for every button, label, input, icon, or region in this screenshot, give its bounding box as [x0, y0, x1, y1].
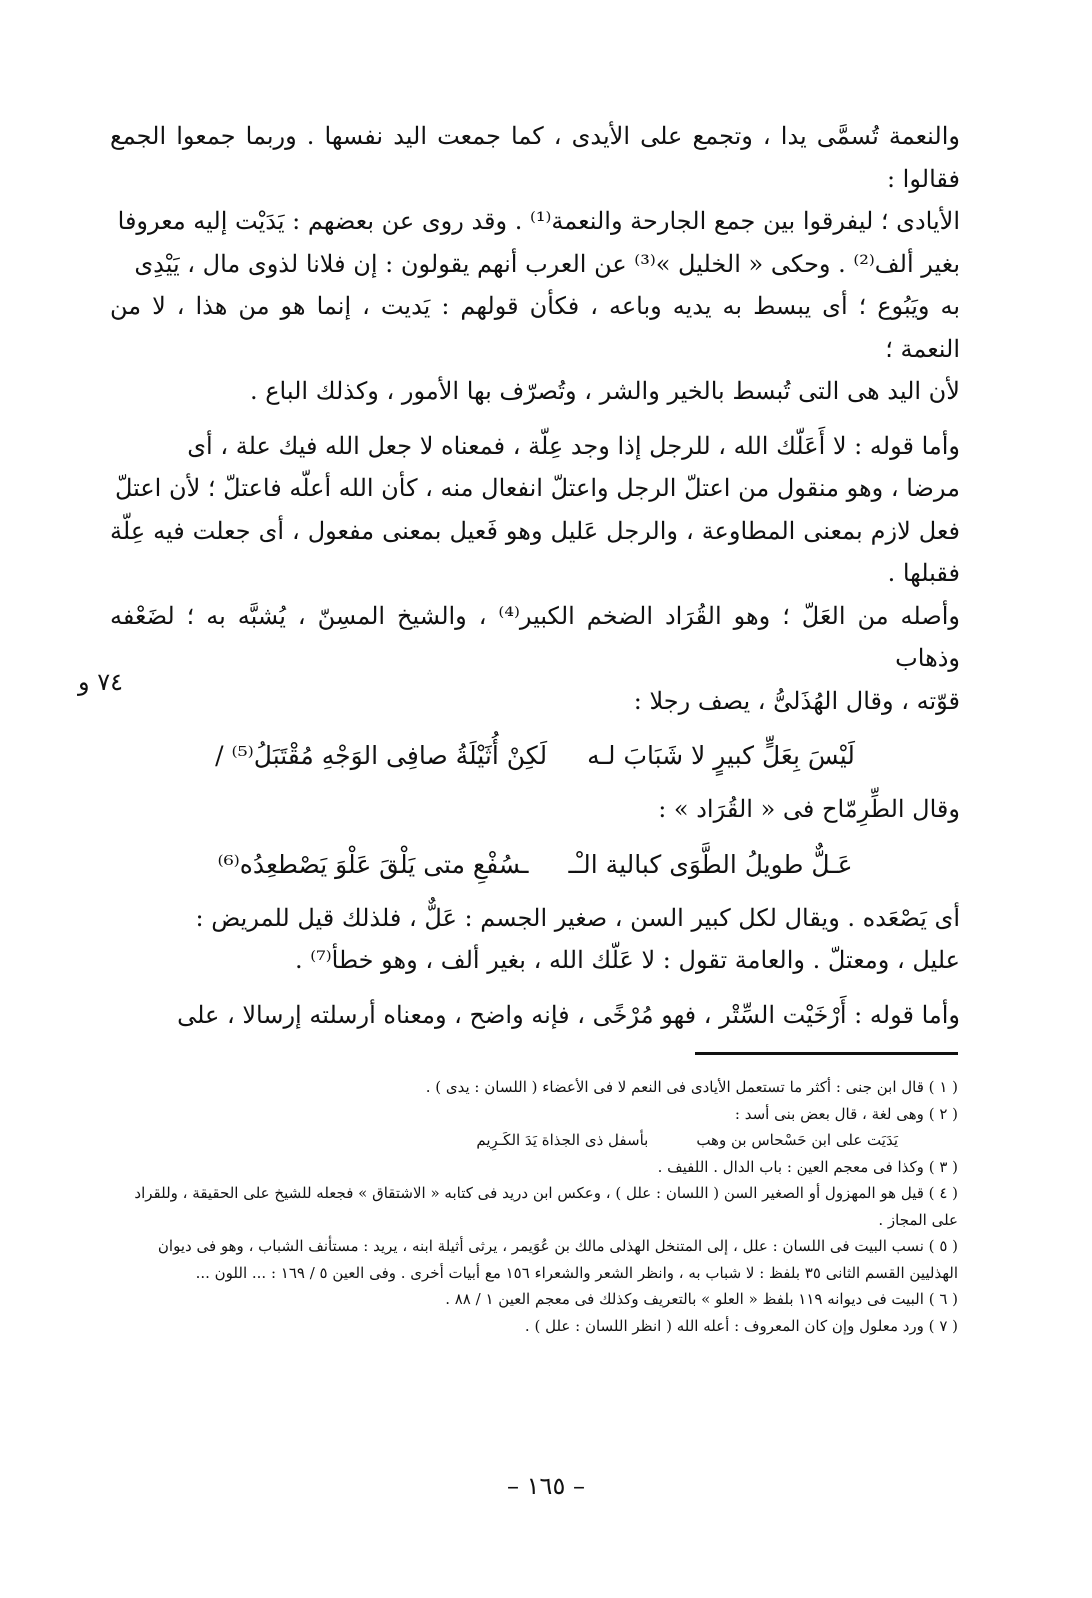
text-line: وأصله من العَلّ ؛ وهو القُرَاد الضخم الكبير⁽⁴⁾ ، والشيخ المسِنّ ، يُشبَّه به ؛ لضَعْفه وذهاب — [110, 601, 960, 672]
footnote-1: ( ١ ) قال ابن جنى : أكثر ما تستعمل الأيادى فى النعم لا فى الأعضاء ( اللسان : يدى ) . — [425, 1078, 958, 1096]
text-line: به ويَبُوع ؛ أى يبسط به يديه وباعه ، فكأن قولهم : يَديت ، إنما هو من هذا ، لا من النعمة ؛ — [110, 292, 960, 363]
manuscript-folio-note: ٧٤ و — [78, 668, 123, 696]
text-line: الأيادى ؛ ليفرقوا بين جمع الجارحة والنعمة⁽¹⁾ . وقد روى عن بعضهم : يَدَيْت إليه معروفا — [117, 207, 960, 235]
text-line: وقال الطِّرِمّاح فى « القُرَاد » : — [658, 795, 960, 823]
footnote-6: ( ٦ ) البيت فى ديوانه ١١٩ بلفظ « العلو » بالتعريف وكذلك فى معجم العين ١ / ٨٨ . — [445, 1290, 958, 1308]
page-number: – ١٦٥ – — [507, 1472, 585, 1500]
verse-2 — [110, 843, 960, 887]
footnote-2: ( ٢ ) وهى لغة ، قال بعض بنى أسد : — [734, 1104, 958, 1123]
footnote-divider — [695, 1052, 958, 1055]
paragraph-3 — [110, 897, 960, 982]
text-line: عليل ، ومعتلّ . والعامة تقول : لا عَلّك الله ، بغير ألف ، وهو خطأ⁽⁷⁾ . — [294, 946, 960, 974]
paragraph-1 — [110, 115, 960, 413]
main-text — [110, 115, 960, 1048]
verse-2-intro — [110, 788, 960, 831]
footnote-3: ( ٣ ) وكذا فى معجم العين : باب الدال . اللفيف . — [657, 1157, 958, 1176]
footnote-2-verse-second: بأسفل ذى الجذاة يَدَ الكَـرِيم — [476, 1131, 649, 1149]
footnote-2-verse-first: يَدَيَت على ابن حَسْحاس بن وهب — [696, 1131, 898, 1149]
text-line: وأما قوله : لا أَعَلّك الله ، للرجل إذا وجد عِلّة ، فمعناه لا جعل الله فيك علة ، أى — [187, 431, 960, 460]
verse-1 — [110, 734, 960, 778]
text-line: قوّته ، وقال الهُذَلىُّ ، يصف رجلا : — [633, 686, 960, 715]
text-line: أى يَصْعَده . ويقال لكل كبير السن ، صغير الجسم : عَلٌّ ، فلذلك قيل للمريض : — [195, 903, 960, 932]
footnote-7: ( ٧ ) ورد معلول وإن كان المعروف : أعله الله ( انظر اللسان : علل ) . — [524, 1316, 958, 1335]
verse-1-second-hemistich: لَكِنْ أُثَيْلَةُ صافِى الوَجْهِ مُقْتَبَلُ⁽⁵⁾ / — [215, 741, 548, 770]
verse-1-first-hemistich: لَيْسَ بِعَلٍّ كبيرٍ لا شَبَابَ لـه — [587, 741, 855, 770]
text-line: بغير ألف⁽²⁾ . وحكى « الخليل »⁽³⁾ عن العرب أنهم يقولون : إن فلانا لذوى مال ، يَيْدِى — [134, 249, 960, 278]
verse-2-first-hemistich: عَـلٌّ طويلُ الطَّوَى كبالية الـْـ — [568, 849, 853, 879]
footnote-2-verse — [118, 1127, 958, 1154]
text-line: لأن اليد هى التى تُبسط بالخير والشر ، وتُصرّف بها الأمور ، وكذلك الباع . — [249, 377, 960, 405]
text-line: مرضا ، وهو منقول من اعتلّ الرجل واعتلّ انفعال منه ، كأن الله أعلّه فاعتلّ ؛ لأن اعتلّ — [114, 474, 960, 502]
footnote-5: ( ٥ ) نسب البيت فى اللسان : علل ، إلى المتنخل الهذلى مالك بن عُوَيمر ، يرثى أثيلة ابنه ، يريد : مستأنف الشباب ، وهو فى ديوان الهذليين القسم الثانى ٣٥ بلفظ : لا شباب به ، وانظر الشعر والشعراء ١٥٦ مع أبيات أخرى . وفى العين ٥ / ١٦٩ : ... اللون ... — [157, 1237, 958, 1282]
footnote-4: ( ٤ ) قيل هو المهزول أو الصغير السن ( اللسان : علل ) ، وعكس ابن دريد فى كتابه « الاشتقاق » فجعله للشيخ على الحقيقة ، وللقراد على المجاز . — [134, 1184, 958, 1229]
text-line: والنعمة تُسمَّى يدا ، وتجمع على الأيدى ، كما جمعت اليد نفسها . وربما جمعوا الجمع فقالوا : — [110, 122, 960, 193]
paragraph-2 — [110, 425, 960, 723]
text-line: وأما قوله : أَرْخَيْت السِّتْر ، فهو مُرْخًى ، فإنه واضح ، ومعناه أرسلته إرسالا ، على — [177, 1000, 960, 1029]
text-line: فعل لازم بمعنى المطاوعة ، والرجل عَليل وهو فَعيل بمعنى مفعول ، أى جعلت فيه عِلّة فقبلها . — [110, 516, 960, 587]
verse-2-second-hemistich: ـسُفْعِ متى يَلْقَ عَلْوَ يَصْطعِدُه⁽⁶⁾ — [217, 849, 529, 879]
paragraph-4 — [110, 994, 960, 1037]
footnotes — [118, 1074, 958, 1339]
